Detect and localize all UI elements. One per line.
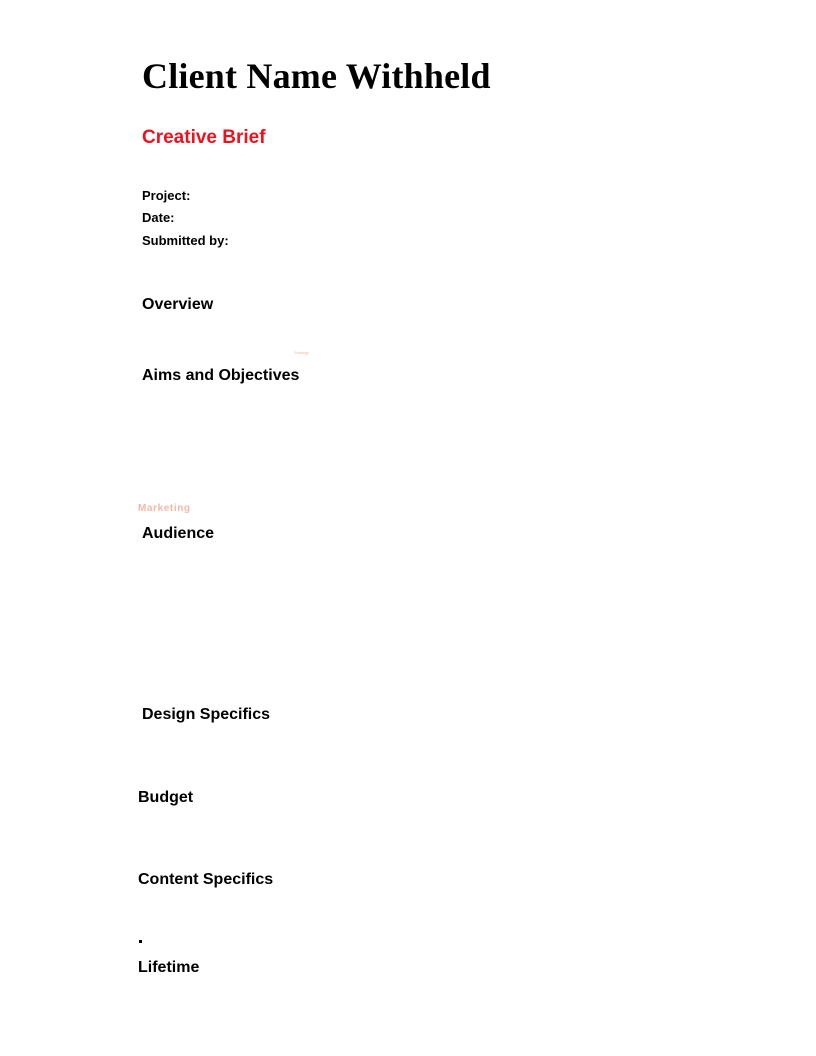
section-heading-lifetime: Lifetime: [138, 959, 200, 976]
client-name-title: Client Name Withheld: [142, 56, 491, 96]
section-heading-budget: Budget: [138, 789, 194, 806]
section-heading-audience: Audience: [142, 525, 215, 542]
watermark-small: Strategy: [294, 350, 309, 355]
watermark-marketing: Marketing: [138, 503, 191, 514]
bullet-mark: [139, 940, 142, 943]
section-heading-design-specifics: Design Specifics: [142, 706, 271, 723]
creative-brief-subtitle: Creative Brief: [142, 127, 266, 148]
submitted-by-label: Submitted by:: [142, 233, 229, 248]
section-heading-aims-objectives: Aims and Objectives: [142, 367, 300, 384]
date-label: Date:: [142, 210, 175, 225]
section-heading-overview: Overview: [142, 296, 214, 313]
project-label: Project:: [142, 188, 191, 203]
section-heading-content-specifics: Content Specifics: [138, 871, 274, 888]
